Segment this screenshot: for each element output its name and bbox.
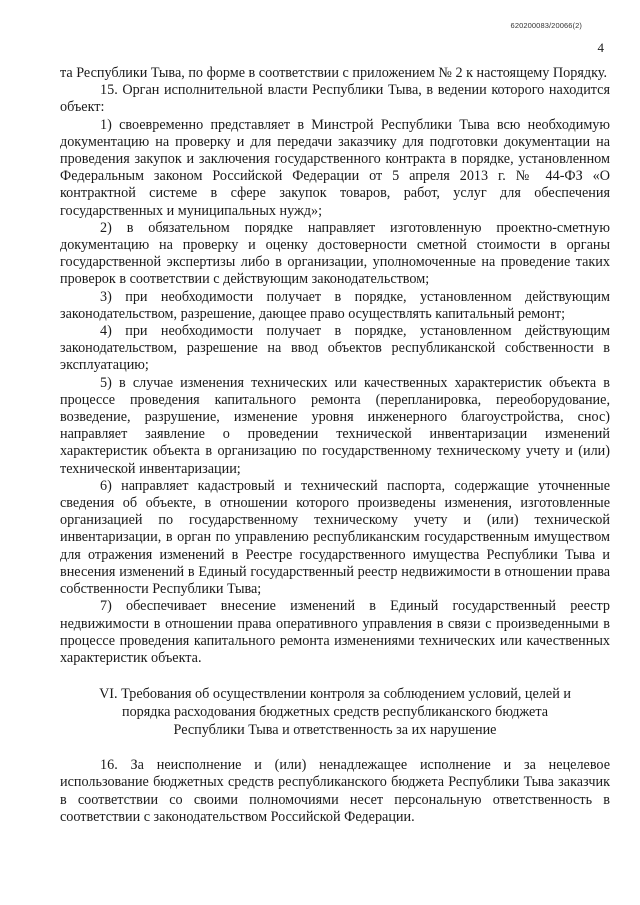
paragraph: 4) при необходимости получает в порядке, установленном действующим законодательством, разрешение на ввод объектов республиканской собственности в эксплуатацию;: [60, 323, 610, 374]
paragraph-list-top: [60, 65, 610, 667]
paragraph: 1) своевременно представляет в Минстрой Республики Тыва всю необходимую документацию на проверку и для передачи заказчику для подготовки документации на проведения закупок и заключения государственного контракта в порядке, установленном Федеральным законом Российской Федерации от 5 апреля 2013 г. № 44-ФЗ «О контрактной системе в сфере закупок товаров, работ, услуг для обеспечения государственных и муниципальных нужд»;: [60, 116, 610, 219]
paragraph-list-bottom: [60, 757, 610, 826]
section-heading-line-2: порядка расходования бюджетных средств республиканского бюджета: [121, 704, 549, 721]
paragraph: 5) в случае изменения технических или качественных характеристик объекта в процессе проведения капитального ремонта (перепланировка, переоборудование, возведение, разрушение, изменение уровня инженерного благоустройства, снос) направляет заявление о проведении технической инвентаризации изменений характеристик объекта в организацию по государственному техническому учету и (или) технической инвентаризации;: [60, 374, 610, 477]
section-heading: [60, 685, 610, 739]
paragraph: 15. Орган исполнительной власти Республики Тыва, в ведении которого находится объект:: [60, 82, 610, 116]
paragraph: 2) в обязательном порядке направляет изготовленную проектно-сметную документацию на проверку и оценку достоверности сметной стоимости в органы государственной экспертизы либо в организации, уполномоченные на проведение таких проверок в соответствии с действующим законодательством;: [60, 219, 610, 288]
paragraph: 3) при необходимости получает в порядке, установленном действующим законодательством, разрешение, дающее право осуществлять капитальный ремонт;: [60, 288, 610, 322]
paragraph: 7) обеспечивает внесение изменений в Единый государственный реестр недвижимости в отношении права оперативного управления в связи с произведенными в процессе проведения капитального ремонта изменениями технических или качественных характеристик объекта.: [60, 598, 610, 666]
paragraph: та Республики Тыва, по форме в соответствии с приложением № 2 к настоящему Порядку.: [60, 65, 608, 81]
paragraph: 16. За неисполнение и (или) ненадлежащее исполнение и за нецелевое использование бюджетных средств республиканского бюджета Республики Тыва заказчик в соответствии со своими полномочиями несет персональную ответственность в соответствии с законодательством Российской Федерации.: [60, 757, 610, 825]
document-body: [60, 65, 610, 826]
section-heading-line-3: Республики Тыва и ответственность за их нарушение: [173, 722, 497, 739]
page-number: 4: [597, 40, 604, 55]
document-code: 620200083/20066(2): [510, 21, 582, 30]
paragraph: 6) направляет кадастровый и технический паспорта, содержащие уточненные сведения об объекте, в отношении которого произведены изменения, изготовленные организацией по государственному техническому учету и (или) технической инвентаризации, в орган по управлению республиканским государственным имуществом для отражения изменений в Реестре государственного имущества Республики Тыва и внесения изменений в Единый государственный реестр недвижимости в отношении права собственности Республики Тыва;: [60, 477, 610, 598]
section-heading-line-1: VI. Требования об осуществлении контроля за соблюдением условий, целей и: [99, 686, 571, 703]
